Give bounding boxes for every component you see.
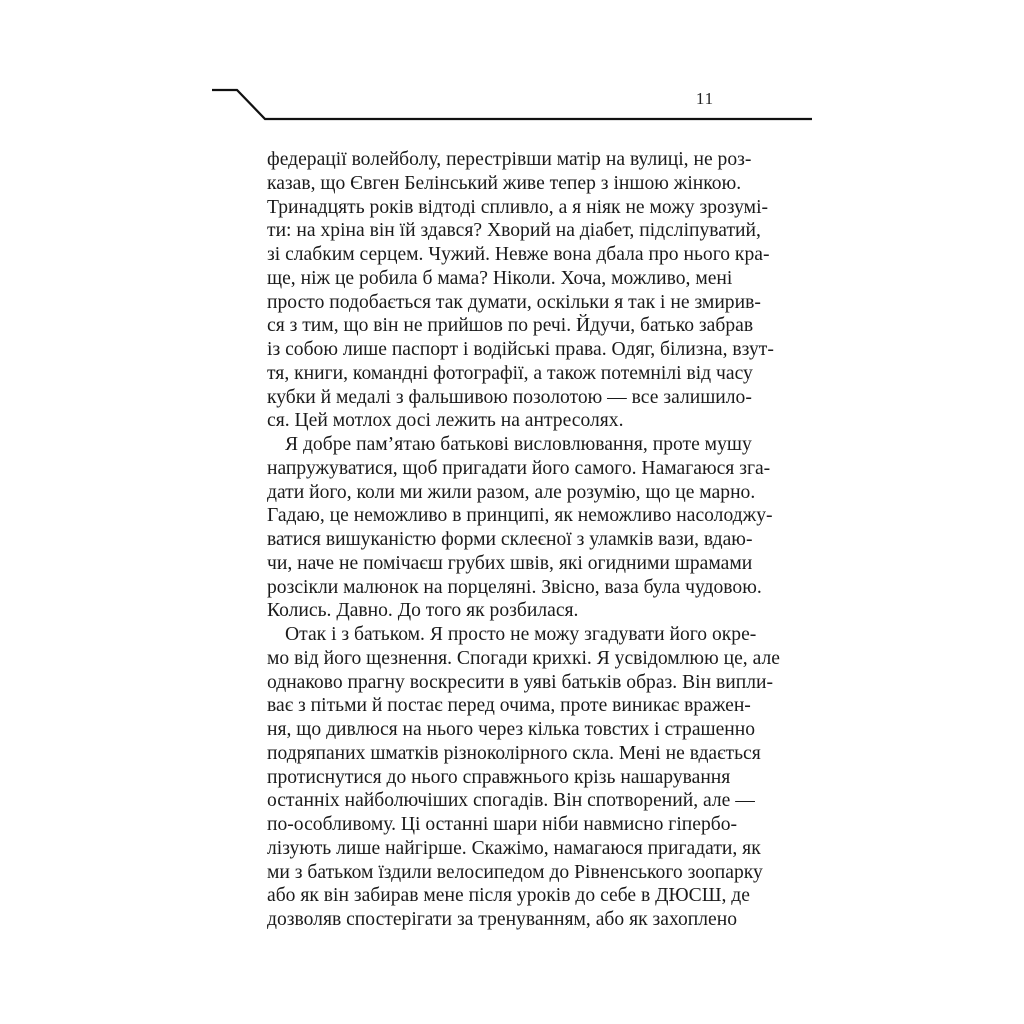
text-line: Я добре пам’ятаю батькові висловлювання, проте мушу	[285, 434, 752, 455]
text-line: зі слабким серцем. Чужий. Невже вона дбала про нього кра-	[267, 244, 770, 265]
text-line: ватися вишуканістю форми склеєної з уламків вази, вдаю-	[267, 529, 753, 550]
text-line: лізують лише найгірше. Скажімо, намагаюся пригадати, як	[267, 837, 761, 859]
text-line: казав, що Євген Белінський живе тепер з іншою жінкою.	[267, 172, 742, 194]
text-line: останніх найболючіших спогадів. Він спотворений, але —	[267, 790, 755, 812]
page-number: 11	[695, 89, 715, 108]
paragraph-2	[267, 433, 773, 623]
text-line: напружуватися, щоб пригадати його самого. Намагаюся зга-	[267, 457, 771, 479]
text-line: Отак і з батьком. Я просто не можу згадувати його окре-	[285, 624, 757, 645]
text-line: федерації волейболу, перестрівши матір на вулиці, не роз-	[267, 149, 752, 170]
text-line: ще, ніж це робила б мама? Ніколи. Хоча, можливо, мені	[267, 267, 733, 289]
paragraph-3	[267, 623, 780, 932]
text-line: кубки й медалі з фальшивою позолотою — все залишило-	[267, 386, 752, 408]
text-line: мо від його щезнення. Спогади крихкі. Я усвідомлюю це, але	[267, 647, 780, 669]
text-line: або як він забирав мене після уроків до себе в ДЮСШ, де	[267, 885, 750, 907]
text-line: ня, що дивлюся на нього через кілька товстих і страшенно	[267, 719, 756, 740]
text-line: Колись. Давно. До того як розбилася.	[267, 600, 579, 622]
text-line: Тринадцять років відтоді спливло, а я ніяк не можу зрозумі-	[267, 196, 769, 218]
text-line: дати його, коли ми жили разом, але розумію, що це марно.	[267, 481, 756, 503]
text-line: ся. Цей мотлох досі лежить на антресолях.	[267, 410, 624, 432]
text-line: Гадаю, це неможливо в принципі, як неможливо насолоджу-	[267, 505, 773, 527]
paragraph-1	[267, 148, 774, 433]
header-rule	[0, 0, 1024, 140]
text-line: протиснутися до нього справжнього крізь нашарування	[267, 766, 731, 788]
text-line: чи, наче не помічаєш грубих швів, які огидними шрамами	[267, 552, 753, 574]
text-line: тя, книги, командні фотографії, а також потемнілі від часу	[267, 362, 753, 384]
text-line: ти: на хріна він їй здався? Хворий на діабет, підсліпуватий,	[267, 220, 761, 242]
text-line: розсікли малюнок на порцеляні. Звісно, ваза була чудовою.	[267, 576, 762, 598]
text-line: ся з тим, що він не прийшов по речі. Йдучи, батько забрав	[267, 315, 754, 337]
body-text	[267, 148, 780, 932]
text-line: по-особливому. Ці останні шари ніби навмисно гіпербо-	[267, 814, 738, 835]
text-line: ми з батьком їздили велосипедом до Рівненського зоопарку	[267, 861, 763, 883]
text-line: дозволяв спостерігати за тренуванням, або як захоплено	[267, 909, 738, 930]
text-line: однаково прагну воскресити в уяві батьків образ. Він випли-	[267, 671, 773, 693]
text-line: просто подобається так думати, оскільки я так і не змирив-	[267, 291, 761, 313]
text-line: подряпаних шматків різноколірного скла. Мені не вдається	[267, 742, 761, 764]
text-line: ває з пітьми й постає перед очима, проте виникає вражен-	[267, 695, 751, 717]
text-line: із собою лише паспорт і водійські права. Одяг, білизна, взут-	[267, 339, 774, 360]
